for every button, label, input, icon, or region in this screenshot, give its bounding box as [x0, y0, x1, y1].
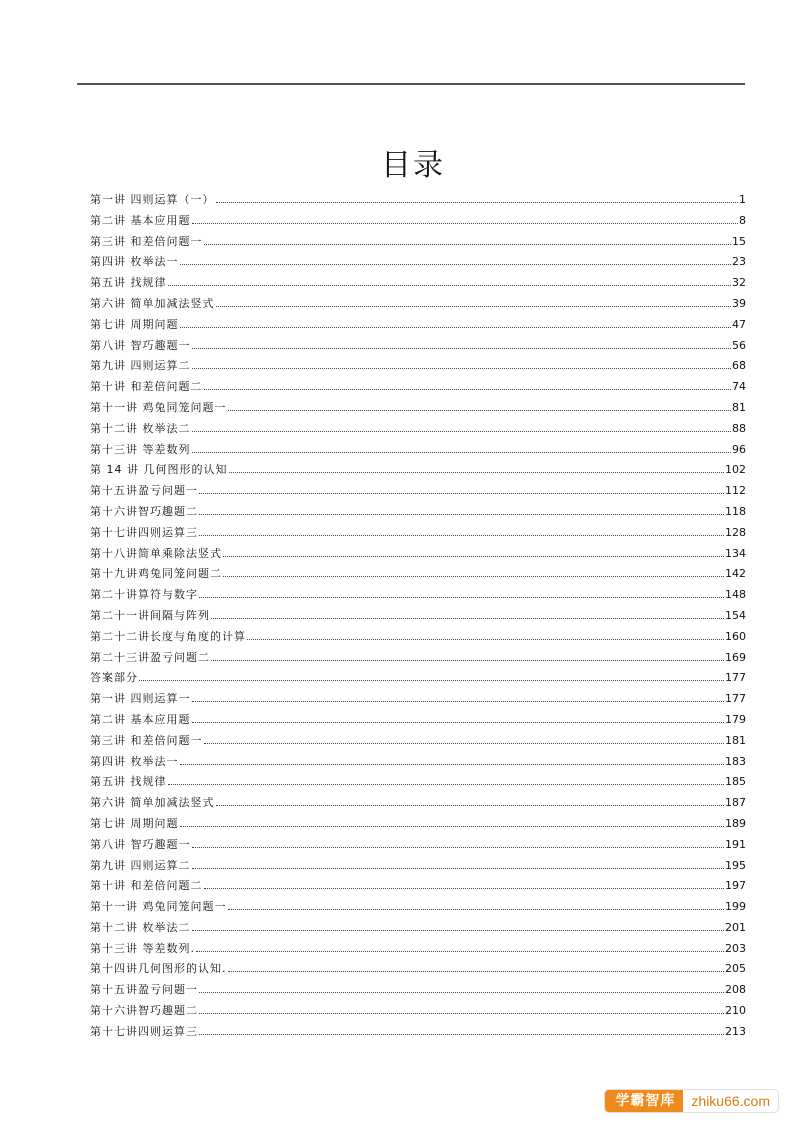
toc-entry-page-number: 102	[725, 463, 746, 477]
toc-entry-page-number: 208	[725, 983, 746, 997]
toc-entry-label: 第一讲 四则运算一	[90, 692, 191, 706]
dot-leader	[199, 514, 724, 515]
toc-entry-page-number: 179	[725, 712, 746, 726]
dot-leader	[199, 493, 724, 494]
dot-leader	[199, 597, 724, 598]
toc-entry[interactable]	[90, 419, 746, 440]
toc-entry[interactable]	[90, 793, 746, 814]
dot-leader	[211, 618, 724, 619]
dot-leader	[228, 410, 732, 411]
toc-entry[interactable]	[90, 356, 746, 377]
toc-entry-page-number: 187	[725, 796, 746, 810]
toc-entry-label: 第十四讲几何图形的认知.	[90, 962, 227, 976]
dot-leader	[223, 576, 724, 577]
toc-entry-label: 第六讲 简单加减法竖式	[90, 296, 215, 310]
toc-entry-page-number: 142	[725, 567, 746, 581]
toc-entry-label: 第八讲 智巧趣题一	[90, 338, 191, 352]
toc-entry-label: 第十七讲四则运算三	[90, 525, 198, 539]
toc-entry-label: 第二十一讲间隔与阵列	[90, 608, 210, 622]
toc-entry-label: 第三讲 和差倍问题一	[90, 733, 203, 747]
dot-leader	[199, 535, 724, 536]
toc-entry-label: 第十三讲 等差数列.	[90, 941, 195, 955]
toc-entry-label: 第十三讲 等差数列	[90, 442, 191, 456]
toc-entry-label: 第十六讲智巧趣题二	[90, 504, 198, 518]
toc-entry-label: 第八讲 智巧趣题一	[90, 837, 191, 851]
toc-entry-page-number: 81	[732, 400, 746, 414]
toc-entry-label: 第二十二讲长度与角度的计算	[90, 629, 246, 643]
dot-leader	[192, 431, 732, 432]
dot-leader	[228, 909, 725, 910]
toc-entry-label: 第十九讲鸡兔同笼问题二	[90, 567, 222, 581]
toc-entry-label: 第十二讲 枚举法二	[90, 920, 191, 934]
toc-entry[interactable]	[90, 627, 746, 648]
dot-leader	[192, 722, 725, 723]
toc-entry-label: 第二讲 基本应用题	[90, 712, 191, 726]
toc-entry-page-number: 195	[725, 858, 746, 872]
dot-leader	[199, 992, 724, 993]
toc-entry[interactable]	[90, 523, 746, 544]
toc-entry[interactable]	[90, 1022, 746, 1043]
toc-entry-label: 第十讲 和差倍问题二	[90, 380, 203, 394]
dot-leader	[192, 223, 739, 224]
toc-entry-label: 第四讲 枚举法一	[90, 255, 179, 269]
dot-leader	[228, 971, 725, 972]
toc-entry[interactable]	[90, 460, 746, 481]
toc-entry-page-number: 203	[725, 941, 746, 955]
toc-entry-page-number: 210	[725, 1004, 746, 1018]
toc-entry-page-number: 47	[732, 317, 746, 331]
toc-entry[interactable]	[90, 252, 746, 273]
toc-entry-label: 第 14 讲 几何图形的认知	[90, 463, 228, 477]
toc-entry-page-number: 68	[732, 359, 746, 373]
toc-entry-label: 第十七讲四则运算三	[90, 1024, 198, 1038]
toc-entry-page-number: 15	[732, 234, 746, 248]
dot-leader	[216, 306, 732, 307]
dot-leader	[192, 452, 732, 453]
toc-entry-page-number: 177	[725, 692, 746, 706]
toc-entry[interactable]	[90, 440, 746, 461]
toc-entry[interactable]	[90, 710, 746, 731]
dot-leader	[211, 660, 724, 661]
toc-entry[interactable]	[90, 315, 746, 336]
dot-leader	[204, 389, 732, 390]
dot-leader	[192, 368, 732, 369]
dot-leader	[223, 556, 724, 557]
toc-entry-page-number: 181	[725, 733, 746, 747]
toc-entry-page-number: 154	[725, 608, 746, 622]
toc-entry-page-number: 118	[725, 504, 746, 518]
toc-entry[interactable]	[90, 232, 746, 253]
dot-leader	[192, 930, 725, 931]
dot-leader	[192, 868, 725, 869]
dot-leader	[180, 264, 732, 265]
toc-entry-page-number: 74	[732, 380, 746, 394]
toc-entry[interactable]	[90, 273, 746, 294]
toc-entry-page-number: 128	[725, 525, 746, 539]
dot-leader	[192, 701, 725, 702]
toc-entry-label: 第十一讲 鸡兔同笼问题一	[90, 400, 227, 414]
toc-entry[interactable]	[90, 481, 746, 502]
toc-entry[interactable]	[90, 398, 746, 419]
toc-entry-page-number: 32	[732, 276, 746, 290]
header-rule	[77, 83, 745, 85]
toc-entry-page-number: 183	[725, 754, 746, 768]
toc-entry[interactable]	[90, 294, 746, 315]
toc-entry-label: 第十五讲盈亏问题一	[90, 484, 198, 498]
toc-entry[interactable]	[90, 959, 746, 980]
toc-entry-page-number: 160	[725, 629, 746, 643]
toc-entry-label: 第二十三讲盈亏问题二	[90, 650, 210, 664]
toc-entry-label: 第七讲 周期问题	[90, 816, 179, 830]
toc-entry[interactable]	[90, 835, 746, 856]
toc-entry[interactable]	[90, 897, 746, 918]
toc-entry[interactable]	[90, 814, 746, 835]
toc-entry-page-number: 177	[725, 671, 746, 685]
toc-entry-label: 第十八讲简单乘除法竖式	[90, 546, 222, 560]
toc-entry[interactable]	[90, 211, 746, 232]
toc-entry-label: 第九讲 四则运算二	[90, 359, 191, 373]
toc-entry-page-number: 148	[725, 588, 746, 602]
toc-entry-page-number: 1	[739, 193, 746, 206]
toc-entry[interactable]	[90, 752, 746, 773]
dot-leader	[216, 202, 739, 203]
toc-entry[interactable]	[90, 377, 746, 398]
toc-entry[interactable]	[90, 668, 746, 689]
toc-entry-label: 第二讲 基本应用题	[90, 213, 191, 227]
table-of-contents	[90, 190, 746, 1043]
dot-leader	[199, 1034, 724, 1035]
toc-entry[interactable]	[90, 918, 746, 939]
toc-entry[interactable]	[90, 689, 746, 710]
toc-entry-page-number: 201	[725, 920, 746, 934]
toc-entry[interactable]	[90, 1001, 746, 1022]
watermark-badge	[605, 1090, 778, 1112]
toc-entry[interactable]	[90, 939, 746, 960]
toc-entry-label: 答案部分	[90, 671, 138, 685]
dot-leader	[247, 639, 724, 640]
dot-leader	[180, 826, 725, 827]
dot-leader	[199, 1013, 724, 1014]
dot-leader	[204, 244, 732, 245]
toc-entry-label: 第十六讲智巧趣题二	[90, 1004, 198, 1018]
toc-entry[interactable]	[90, 564, 746, 585]
toc-entry[interactable]	[90, 502, 746, 523]
toc-entry-label: 第五讲 找规律	[90, 775, 167, 789]
toc-entry[interactable]	[90, 336, 746, 357]
toc-entry-label: 第六讲 简单加减法竖式	[90, 796, 215, 810]
toc-entry[interactable]	[90, 648, 746, 669]
dot-leader	[168, 784, 725, 785]
toc-entry-label: 第五讲 找规律	[90, 276, 167, 290]
toc-entry-page-number: 213	[725, 1024, 746, 1038]
dot-leader	[196, 951, 724, 952]
toc-entry-page-number: 56	[732, 338, 746, 352]
toc-entry[interactable]	[90, 980, 746, 1001]
toc-entry-label: 第四讲 枚举法一	[90, 754, 179, 768]
dot-leader	[229, 472, 725, 473]
toc-entry[interactable]	[90, 856, 746, 877]
toc-entry-page-number: 189	[725, 816, 746, 830]
toc-entry[interactable]	[90, 585, 746, 606]
watermark-brand: 学霸智库	[605, 1090, 683, 1112]
toc-entry[interactable]	[90, 731, 746, 752]
toc-entry-label: 第九讲 四则运算二	[90, 858, 191, 872]
toc-entry-page-number: 169	[725, 650, 746, 664]
toc-entry-page-number: 197	[725, 879, 746, 893]
toc-entry-label: 第一讲 四则运算（一）	[90, 193, 215, 206]
toc-entry-page-number: 134	[725, 546, 746, 560]
toc-entry[interactable]	[90, 544, 746, 565]
dot-leader	[204, 743, 725, 744]
toc-entry[interactable]	[90, 876, 746, 897]
toc-entry-label: 第十讲 和差倍问题二	[90, 879, 203, 893]
toc-entry-page-number: 185	[725, 775, 746, 789]
toc-entry-label: 第十五讲盈亏问题一	[90, 983, 198, 997]
toc-entry-page-number: 96	[732, 442, 746, 456]
dot-leader	[139, 680, 724, 681]
dot-leader	[168, 285, 732, 286]
page-title: 目录	[381, 148, 445, 184]
toc-entry-page-number: 199	[725, 900, 746, 914]
toc-entry-page-number: 8	[739, 213, 746, 227]
toc-entry[interactable]	[90, 190, 746, 211]
toc-entry-label: 第七讲 周期问题	[90, 317, 179, 331]
toc-entry-label: 第十二讲 枚举法二	[90, 421, 191, 435]
toc-entry-label: 第三讲 和差倍问题一	[90, 234, 203, 248]
toc-entry-label: 第二十讲算符与数字	[90, 588, 198, 602]
dot-leader	[204, 888, 725, 889]
dot-leader	[192, 847, 725, 848]
toc-entry[interactable]	[90, 606, 746, 627]
dot-leader	[216, 805, 725, 806]
toc-entry-label: 第十一讲 鸡兔同笼问题一	[90, 900, 227, 914]
toc-entry-page-number: 23	[732, 255, 746, 269]
toc-entry-page-number: 191	[725, 837, 746, 851]
watermark-url: zhiku66.com	[683, 1090, 778, 1112]
dot-leader	[180, 764, 725, 765]
toc-entry-page-number: 39	[732, 296, 746, 310]
dot-leader	[180, 327, 732, 328]
toc-entry-page-number: 88	[732, 421, 746, 435]
dot-leader	[192, 348, 732, 349]
toc-entry-page-number: 112	[725, 484, 746, 498]
toc-entry-page-number: 205	[725, 962, 746, 976]
toc-entry[interactable]	[90, 772, 746, 793]
